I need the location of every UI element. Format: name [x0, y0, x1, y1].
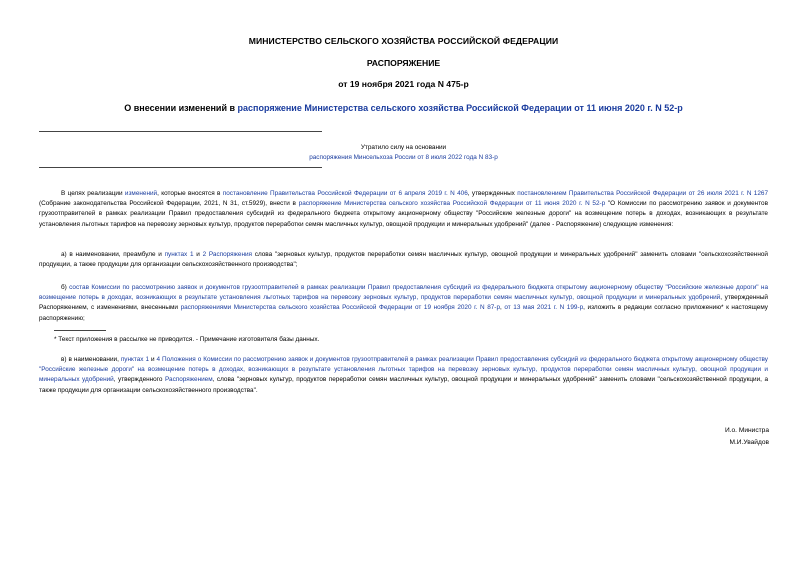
- intro-link-changes[interactable]: изменений: [124, 190, 158, 197]
- signature-name: М.И.Увайдов: [729, 439, 769, 446]
- item-c-text-1: в) в наименовании,: [61, 356, 121, 363]
- intro-link-decree-1267[interactable]: постановлением Правительства Российской Федерации от 26 июля 2021 г. N 1267: [517, 190, 769, 197]
- item-b-link-order-199[interactable]: от 13 мая 2021 г. N 199-р: [504, 304, 584, 312]
- divider-top: [39, 131, 322, 132]
- intro-paragraph: [39, 189, 768, 230]
- footnote-divider: [54, 330, 106, 331]
- item-b-text-3: ,: [500, 304, 505, 312]
- item-c-text-3: , утвержденного: [113, 376, 165, 384]
- item-c-paragraph: [39, 355, 768, 396]
- intro-text-2: , которые вносятся в: [157, 190, 223, 197]
- item-a-link-p1[interactable]: пунктах 1: [164, 251, 194, 258]
- status-link-line: [0, 154, 807, 161]
- title-amended-doc-link[interactable]: распоряжение Министерства сельского хозяйства Российской Федерации от 11 июня 2020 г. N 52-р: [237, 103, 683, 113]
- item-b-paragraph: [39, 283, 768, 324]
- item-a-text-2: и: [193, 251, 203, 258]
- intro-text-5: "О Комиссии по рассмотрению заявок и документов грузоотправителей в рамках реализации Правил предоставления субсидий из федерального бюджета открытому акционерному обществу "Российские железные дороги" на возмещение потерь в доходах, возникающих в результате установления льготных тарифов на перевозку зерновых культур, продуктов переработки семян масличных культур, овощной продукции и минеральных удобрений" (далее - Распоряжение) следующие изменения:: [39, 200, 769, 228]
- intro-text-1: В целях реализации: [61, 190, 125, 197]
- item-c-link-regulation[interactable]: 4 Положения о Комиссии по рассмотрению заявок и документов грузоотправителей в рамках реализации Правил предоставления субсидий из федерального бюджета открытому акционерному обществу "Российские железные дороги" на возмещение потерь в доходах, возникающих в результате установления льготных тарифов на перевозку зерновых культур, продуктов переработки семян масличных культур, овощной продукции и минеральных удобрений: [39, 356, 768, 384]
- item-a-paragraph: [39, 250, 768, 270]
- item-b-text-1: б): [61, 284, 70, 291]
- item-a-link-p2[interactable]: 2 Распоряжения: [202, 251, 253, 258]
- intro-text-4: (Собрание законодательства Российской Федерации, 2021, N 31, ст.5929), внести в: [39, 200, 299, 208]
- item-c-link-order[interactable]: Распоряжением: [164, 376, 213, 384]
- item-c-link-p1[interactable]: пунктах 1: [120, 356, 150, 363]
- title-prefix: О внесении изменений в: [124, 103, 238, 113]
- date-number-heading: от 19 ноября 2021 года N 475-р: [338, 79, 469, 89]
- item-c-text-4: , слова "зерновых культур, продуктов переработки семян масличных культур, овощной продукции и минеральных удобрений" заменить словами "сельскохозяйственной продукции, а также продукции для организации сельскохозяйственного производства".: [39, 376, 768, 394]
- item-b-text-2: , утвержденный Распоряжением, с изменениями, внесенными: [39, 294, 768, 312]
- item-b-link-order-87[interactable]: распоряжениями Министерства сельского хозяйства Российской Федерации от 19 ноября 2020 г. N 87-р: [180, 304, 500, 312]
- divider-bottom: [39, 167, 322, 168]
- document-title: [0, 103, 807, 113]
- item-a-text-1: а) в наименовании, преамбуле и: [61, 251, 165, 258]
- item-c-text-2: и: [149, 356, 157, 363]
- intro-link-decree-406[interactable]: постановление Правительства Российской Федерации от 6 апреля 2019 г. N 406: [222, 190, 468, 197]
- ministry-heading: МИНИСТЕРСТВО СЕЛЬСКОГО ХОЗЯЙСТВА РОССИЙСКОЙ ФЕДЕРАЦИИ: [248, 36, 559, 46]
- intro-link-order-52[interactable]: распоряжение Министерства сельского хозяйства Российской Федерации от 11 июня 2020 г. N 52-р: [298, 200, 606, 208]
- repeal-doc-link[interactable]: распоряжения Минсельхоза России от 8 июля 2022 года N 83-р: [309, 154, 498, 161]
- item-b-link-commission[interactable]: состав Комиссии по рассмотрению заявок и документов грузоотправителей в рамках реализации Правил предоставления субсидий из федерального бюджета открытому акционерному обществу "Российские железные дороги" на возмещение потерь в доходах, возникающих в результате установления льготных тарифов на перевозку зерновых культур, продуктов переработки семян масличных культур, овощной продукции и минеральных удобрений: [39, 284, 768, 302]
- intro-text-3: , утвержденных: [467, 190, 518, 197]
- item-b-text-4: , изложить в редакции согласно приложению* к настоящему распоряжению;: [39, 304, 768, 322]
- doc-type-heading: РАСПОРЯЖЕНИЕ: [366, 58, 441, 68]
- status-line1: Утратило силу на основании: [360, 144, 447, 151]
- item-a-text-3: слова "зерновых культур, продуктов переработки семян масличных культур, овощной продукции и минеральных удобрений" заменить словами "сельскохозяйственной продукции, а также продукции для организации сельскохозяйственного производства";: [39, 251, 768, 269]
- footnote-text: * Текст приложения в рассылке не приводится. - Примечание изготовителя базы данных.: [54, 336, 320, 343]
- signature-position: И.о. Министра: [724, 427, 769, 434]
